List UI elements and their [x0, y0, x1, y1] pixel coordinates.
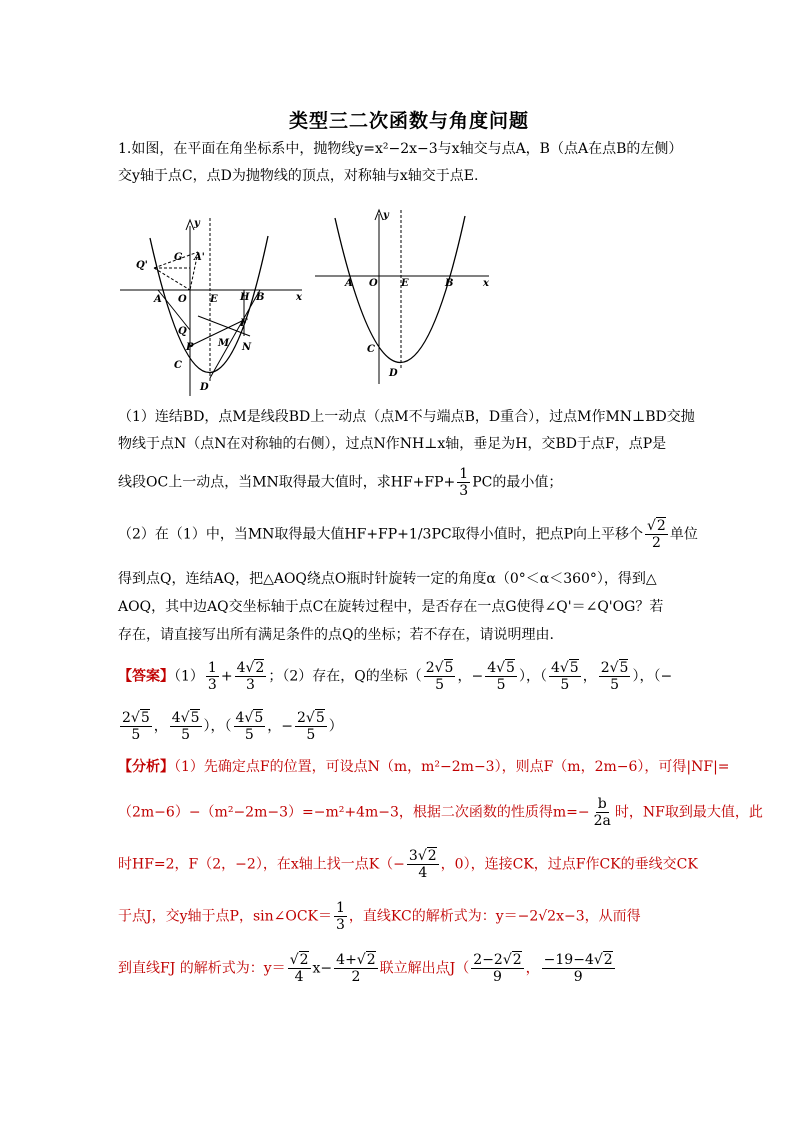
svg-text:G: G [174, 252, 183, 263]
svg-text:P: P [186, 342, 194, 353]
svg-text:E: E [210, 294, 218, 305]
svg-text:Q': Q' [136, 260, 148, 271]
svg-text:O: O [178, 294, 187, 305]
analysis-line-2: （2m−6）−（m²−2m−3）=−m²+4m−3，根据二次函数的性质得m=− $\frac{b}{2a}$ 时，NF取到最大值，此 [118, 796, 763, 829]
parabola-figure-right [313, 208, 493, 388]
part1-line-3 [118, 466, 562, 499]
parabola-figure-left [118, 208, 308, 398]
analysis-line-5: 到直线FJ 的解析式为：y＝ $\frac{√2}{4}$ x− $\frac{4+√2}{2}$ 联立解出点J（ $\frac{2-2√2}{9}$ ， $\frac{-19-4√2}{9}$ [118, 952, 613, 985]
svg-text:x: x [296, 292, 302, 303]
svg-text:A': A' [194, 252, 205, 263]
analysis-line-1: 【分析】（1）先确定点F的位置，可设点N（m，m²−2m−3），则点F（m，2m−6），可得|NF|= [118, 759, 730, 775]
part1-line-1: （1）连结BD，点M是线段BD上一动点（点M不与端点B，D重合），过点M作MN⊥BD交抛 [118, 409, 695, 425]
analysis-line-4: 于点J，交y轴于点P，sin∠OCK＝ $\frac{1}{3}$ ，直线KC的解析式为：y＝−2√2x−3，从而得 [118, 900, 641, 933]
problem-line-2: 交y轴于点C，点D为抛物线的顶点，对称轴与x轴交于点E. [118, 168, 479, 184]
svg-text:y: y [383, 210, 389, 221]
svg-text:B: B [445, 278, 454, 289]
part2-line-1a: （2）在（1）中，当MN取得最大值HF+FP+1/3PC取得小值时，把点P向上平移个 [118, 526, 643, 543]
svg-text:N: N [242, 342, 252, 353]
svg-text:Q: Q [178, 326, 187, 337]
svg-text:O: O [369, 278, 378, 289]
part2-line-2: 得到点Q，连结AQ，把△AOQ绕点O瓶时针旋转一定的角度α（0°＜α＜360°），得到△ [118, 571, 657, 587]
part2-line-4: 存在，请直接写出所有满足条件的点Q的坐标；若不存在，请说明理由. [118, 627, 554, 643]
analysis-label: 【分析】 [118, 759, 174, 775]
svg-text:D: D [200, 382, 209, 393]
part1-line-2: 物线于点N（点N在对称轴的右侧），过点N作NH⊥x轴，垂足为H，交BD于点F，点P是 [118, 436, 667, 452]
part1-line-3b: PC的最小值； [472, 474, 563, 491]
svg-text:E: E [401, 278, 409, 289]
svg-text:A: A [345, 278, 353, 289]
one-third-fraction: $\frac{1}{3}$ [459, 466, 469, 499]
svg-text:x: x [483, 278, 489, 289]
parabola-curve-right [335, 216, 465, 363]
svg-text:C: C [174, 360, 182, 371]
answer-line-2: $\frac{2√5}{5}$ ， $\frac{4√5}{5}$ ），（ $\frac{4√5}{5}$ ，− $\frac{2√5}{5}$ ） [122, 710, 343, 743]
part1-line-3a: 线段OC上一动点，当MN取得最大值时，求HF+FP+ [118, 474, 456, 491]
analysis-line-3: 时HF=2，F（2，−2），在x轴上找一点K（− $\frac{3√2}{4}$ ，0），连接CK，过点F作CK的垂线交CK [118, 848, 698, 881]
answer-line-1: 【答案】（1） $\frac{1}{3}$ + $\frac{4√2}{3}$ ；（2）存在，Q的坐标（ $\frac{2√5}{5}$ ，− $\frac{4√5}{5}$ ），（ $\frac{4√5}{5}$ ， $\frac{2√5}{5}$ ），（− [118, 660, 673, 693]
page-title: 类型三二次函数与角度问题 [289, 110, 530, 132]
svg-text:F: F [240, 318, 248, 329]
svg-text:C: C [367, 344, 375, 355]
part2-line-1b: 单位 [669, 526, 698, 543]
part2-line-3: AOQ，其中边AQ交坐标轴于点C在旋转过程中，是否存在一点G使得∠Q'＝∠Q'OG？若 [118, 599, 664, 615]
svg-text:M: M [218, 338, 230, 349]
svg-text:D: D [389, 368, 398, 379]
svg-text:y: y [194, 218, 200, 229]
svg-text:B: B [256, 292, 265, 303]
svg-text:A: A [154, 294, 162, 305]
answer-label: 【答案】 [118, 668, 174, 685]
problem-line-1: 1.如图，在平面在角坐标系中，抛物线y=x²−2x−3与x轴交与点A，B（点A在点B的左侧） [118, 141, 683, 157]
svg-text:H: H [240, 292, 250, 303]
part2-line-1: （2）在（1）中，当MN取得最大值HF+FP+1/3PC取得小值时，把点P向上平移个 $\frac{√2}{2}$ 单位 [118, 518, 698, 551]
